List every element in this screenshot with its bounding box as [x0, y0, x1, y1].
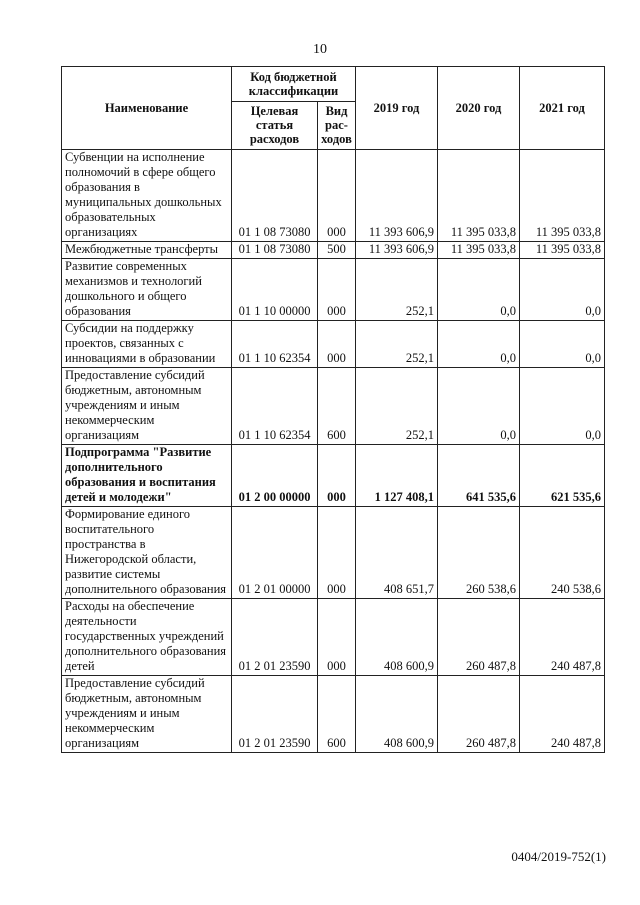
row-2019-cell: 252,1 — [356, 368, 438, 445]
row-kind-cell: 000 — [318, 445, 356, 507]
table-row — [62, 599, 605, 676]
table-row — [62, 507, 605, 599]
row-2021-cell: 240 487,8 — [520, 676, 605, 753]
row-2019-cell: 11 393 606,9 — [356, 242, 438, 259]
row-code-cell: 01 1 08 73080 — [232, 150, 318, 242]
row-2020-cell: 11 395 033,8 — [438, 150, 520, 242]
table-body — [62, 150, 605, 753]
table-row — [62, 150, 605, 242]
row-name-cell: Предоставление субсидий бюджетным, автономным учреждениям и иным некоммерческим организациям — [62, 676, 232, 753]
row-name-cell: Расходы на обеспечение деятельности государственных учреждений дополнительного образования детей — [62, 599, 232, 676]
row-name-cell: Субсидии на поддержку проектов, связанных с инновациями в образовании — [62, 321, 232, 368]
row-2019-cell: 1 127 408,1 — [356, 445, 438, 507]
row-name-cell: Предоставление субсидий бюджетным, автономным учреждениям и иным некоммерческим организациям — [62, 368, 232, 445]
row-code-cell: 01 2 01 23590 — [232, 599, 318, 676]
budget-table — [61, 66, 605, 753]
row-2021-cell: 0,0 — [520, 368, 605, 445]
row-2020-cell: 260 538,6 — [438, 507, 520, 599]
row-2021-cell: 0,0 — [520, 321, 605, 368]
row-2021-cell: 240 487,8 — [520, 599, 605, 676]
row-2019-cell: 252,1 — [356, 321, 438, 368]
row-kind-cell: 600 — [318, 368, 356, 445]
header-expense-kind: Вид рас-ходов — [318, 102, 356, 150]
row-2020-cell: 641 535,6 — [438, 445, 520, 507]
header-2019: 2019 год — [356, 67, 438, 150]
table-row — [62, 445, 605, 507]
table-row — [62, 259, 605, 321]
row-2021-cell: 11 395 033,8 — [520, 150, 605, 242]
page-number: 10 — [313, 42, 327, 57]
document-code: 0404/2019-752(1) — [511, 849, 606, 864]
row-2019-cell: 408 651,7 — [356, 507, 438, 599]
row-2021-cell: 0,0 — [520, 259, 605, 321]
header-budget-code: Код бюджетной классификации — [232, 67, 356, 102]
row-kind-cell: 000 — [318, 507, 356, 599]
row-2020-cell: 260 487,8 — [438, 599, 520, 676]
header-2021: 2021 год — [520, 67, 605, 150]
header-name: Наименование — [62, 67, 232, 150]
row-name-cell: Субвенции на исполнение полномочий в сфере общего образования в муниципальных дошкольных образовательных организациях — [62, 150, 232, 242]
row-kind-cell: 600 — [318, 676, 356, 753]
row-2019-cell: 408 600,9 — [356, 599, 438, 676]
row-code-cell: 01 1 08 73080 — [232, 242, 318, 259]
table-row — [62, 321, 605, 368]
row-2021-cell: 621 535,6 — [520, 445, 605, 507]
row-name-cell: Развитие современных механизмов и технологий дошкольного и общего образования — [62, 259, 232, 321]
row-code-cell: 01 2 00 00000 — [232, 445, 318, 507]
row-2021-cell: 11 395 033,8 — [520, 242, 605, 259]
row-name-cell: Межбюджетные трансферты — [62, 242, 232, 259]
row-2019-cell: 252,1 — [356, 259, 438, 321]
row-2019-cell: 408 600,9 — [356, 676, 438, 753]
row-name-cell: Формирование единого воспитательного пространства в Нижегородской области, развитие системы дополнительного образования — [62, 507, 232, 599]
row-code-cell: 01 1 10 62354 — [232, 368, 318, 445]
row-kind-cell: 000 — [318, 150, 356, 242]
row-2020-cell: 11 395 033,8 — [438, 242, 520, 259]
table-row — [62, 368, 605, 445]
row-kind-cell: 000 — [318, 321, 356, 368]
row-2020-cell: 0,0 — [438, 368, 520, 445]
row-code-cell: 01 1 10 62354 — [232, 321, 318, 368]
table-row — [62, 676, 605, 753]
header-2020: 2020 год — [438, 67, 520, 150]
row-2020-cell: 260 487,8 — [438, 676, 520, 753]
row-2021-cell: 240 538,6 — [520, 507, 605, 599]
row-code-cell: 01 1 10 00000 — [232, 259, 318, 321]
row-kind-cell: 000 — [318, 599, 356, 676]
row-2020-cell: 0,0 — [438, 259, 520, 321]
row-code-cell: 01 2 01 23590 — [232, 676, 318, 753]
row-kind-cell: 000 — [318, 259, 356, 321]
header-target-article: Целевая статья расходов — [232, 102, 318, 150]
table-row — [62, 242, 605, 259]
row-name-cell: Подпрограмма "Развитие дополнительного образования и воспитания детей и молодежи" — [62, 445, 232, 507]
row-2019-cell: 11 393 606,9 — [356, 150, 438, 242]
row-2020-cell: 0,0 — [438, 321, 520, 368]
row-code-cell: 01 2 01 00000 — [232, 507, 318, 599]
row-kind-cell: 500 — [318, 242, 356, 259]
